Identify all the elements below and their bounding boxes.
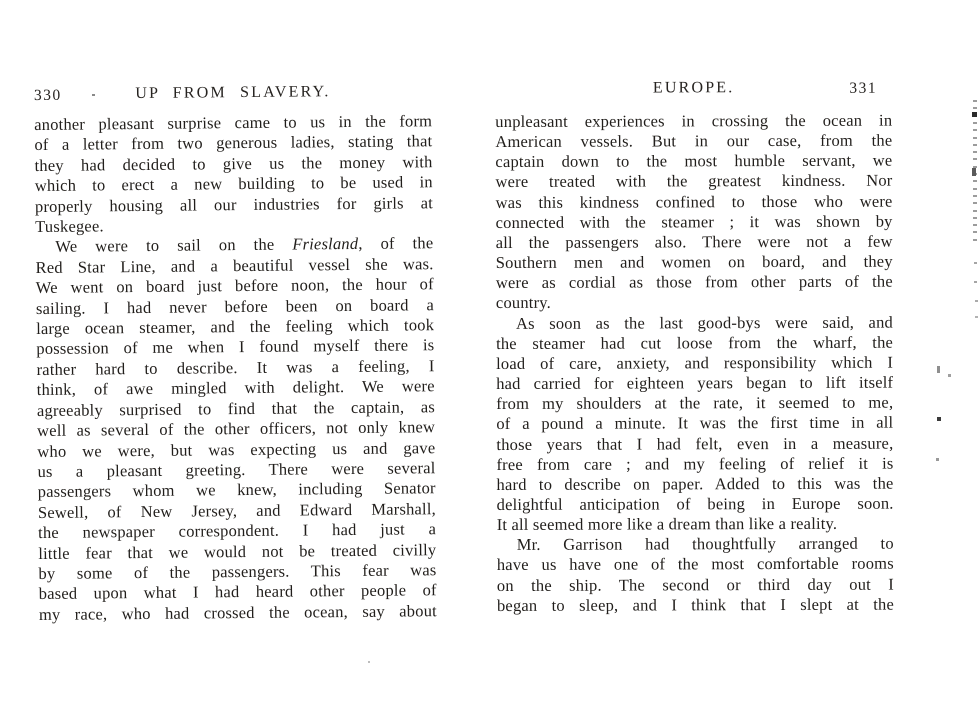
text-line: from my shoulders at the rate, it seemed to me, xyxy=(496,392,894,414)
text-line: Red Star Line, and a beautiful vessel she was. xyxy=(35,254,434,277)
scan-speck xyxy=(972,168,976,176)
text-line: hard to describe on paper. Added to this was the xyxy=(496,473,894,494)
page-right-text xyxy=(495,111,894,616)
page-right xyxy=(495,79,894,616)
scan-speck xyxy=(973,144,977,146)
text-line: Mr. Garrison had thoughtfully arranged to xyxy=(516,533,894,555)
text-line: As soon as the last good-bys were said, and xyxy=(515,312,894,333)
scan-speck xyxy=(937,366,940,373)
scan-speck xyxy=(972,112,977,117)
text-line: It all seemed more like a dream than like a reality. xyxy=(496,513,838,535)
text-line: the steamer had cut loose from the wharf, the xyxy=(496,332,894,353)
paragraph xyxy=(497,534,894,616)
text-line: We were to sail on the Friesland, of the xyxy=(55,233,434,257)
scan-speck xyxy=(937,417,941,421)
text-line: which to erect a new building to be used in xyxy=(34,172,433,196)
text-line: based upon what I had heard other people of xyxy=(38,580,437,604)
scan-speck xyxy=(973,100,977,102)
text-line: us a pleasant greeting. There were several xyxy=(37,458,436,481)
text-line: country. xyxy=(495,293,552,313)
paragraph xyxy=(496,312,894,535)
text-line: connected with the steamer ; it was shown by xyxy=(495,211,893,232)
text-line: of a pound a minute. It was the first time in all xyxy=(496,412,894,434)
scan-speck xyxy=(974,281,977,283)
paragraph xyxy=(34,111,433,237)
page-number-right: 331 xyxy=(849,79,878,97)
text-line: think, of awe mingled with delight. We were xyxy=(36,376,435,400)
running-title-left: UP FROM SLAVERY. xyxy=(135,83,331,103)
text-line: were treated with the greatest kindness. Nor xyxy=(495,171,893,192)
text-line: large ocean steamer, and the feeling which took xyxy=(36,315,435,339)
text-line: they had decided to give us the money with xyxy=(34,152,433,175)
text-line: Southern men and women on board, and they xyxy=(495,251,893,273)
scan-speck xyxy=(974,262,977,264)
text-line: were as cordial as those from other parts of the xyxy=(495,271,893,293)
text-line: captain down to the most humble servant, we xyxy=(495,150,893,172)
text-line: passengers whom we knew, including Senator xyxy=(37,478,436,502)
scan-speck xyxy=(92,94,95,96)
text-line: had carried for eighteen years began to lift itself xyxy=(496,372,894,394)
text-line: sailing. I had never before been on board a xyxy=(35,294,435,318)
text-line: properly housing all our industries for girls at xyxy=(34,192,434,216)
scan-speck xyxy=(973,224,977,226)
text-line: unpleasant experiences in crossing the ocean in xyxy=(495,110,893,132)
page-number-left: 330 xyxy=(33,86,62,105)
text-line: of a letter from two generous ladies, stating that xyxy=(34,131,433,155)
scan-speck xyxy=(973,195,977,197)
text-line: another pleasant surprise came to us in the form xyxy=(34,111,433,135)
scan-speck xyxy=(973,122,977,124)
text-line: the newspaper correspondent. I had just a xyxy=(38,519,437,543)
text-line: possession of me when I found myself there is xyxy=(36,335,435,359)
running-title-right: EUROPE. xyxy=(652,79,735,97)
page-right-header xyxy=(495,79,892,101)
text-line: began to sleep, and I think that I slept at the xyxy=(496,594,894,615)
scan-speck xyxy=(973,202,977,204)
text-line: was this kindness confined to those who were xyxy=(495,191,893,212)
text-line: free from care ; and my feeling of relief it is xyxy=(496,453,894,474)
scan-speck xyxy=(973,137,977,139)
text-line: little fear that we would not be treated civilly xyxy=(38,539,437,563)
scan-speck xyxy=(975,316,978,318)
scan-speck xyxy=(973,180,977,182)
scan-speck xyxy=(973,151,977,153)
text-line: all the passengers also. There were not a few xyxy=(495,231,893,252)
text-line: my race, who had crossed the ocean, say about xyxy=(38,600,437,624)
text-line: have us have one of the most comfortable rooms xyxy=(496,554,894,575)
scan-speck xyxy=(975,300,978,302)
text-line: by some of the passengers. This fear was xyxy=(38,560,437,583)
text-line: on the ship. The second or third day out I xyxy=(496,574,894,595)
text-line: rather hard to describe. It was a feeling, I xyxy=(36,356,435,379)
scan-speck xyxy=(973,239,977,241)
text-line: American vessels. But in our case, from the xyxy=(495,130,893,152)
scan-speck xyxy=(973,188,977,190)
text-line: agreeably surprised to find that the captain, as xyxy=(36,396,436,420)
page-left-text xyxy=(34,111,437,625)
scan-speck xyxy=(973,158,977,160)
scan-speck xyxy=(368,661,370,663)
text-line: delightful anticipation of being in Europe soon. xyxy=(496,493,894,514)
text-line: who we were, but was expecting us and gave xyxy=(37,437,436,461)
text-line: well as several of the other officers, not only knew xyxy=(37,417,436,441)
scan-speck xyxy=(973,217,977,219)
scan-speck xyxy=(973,107,977,109)
text-line: Tuskegee. xyxy=(35,216,104,237)
text-line: Sewell, of New Jersey, and Edward Marshall, xyxy=(37,498,436,522)
scan-speck xyxy=(973,231,977,233)
scan-speck xyxy=(973,129,977,131)
paragraph xyxy=(35,234,437,626)
text-line: those years that I had felt, even in a measure, xyxy=(496,433,894,454)
text-line: We went on board just before noon, the hour of xyxy=(35,274,434,298)
scan-speck xyxy=(973,210,977,212)
paragraph xyxy=(495,111,893,314)
scan-speck xyxy=(936,458,939,461)
page-left xyxy=(34,82,437,625)
text-line: load of care, anxiety, and responsibility which I xyxy=(496,352,894,373)
scan-speck xyxy=(948,374,951,377)
